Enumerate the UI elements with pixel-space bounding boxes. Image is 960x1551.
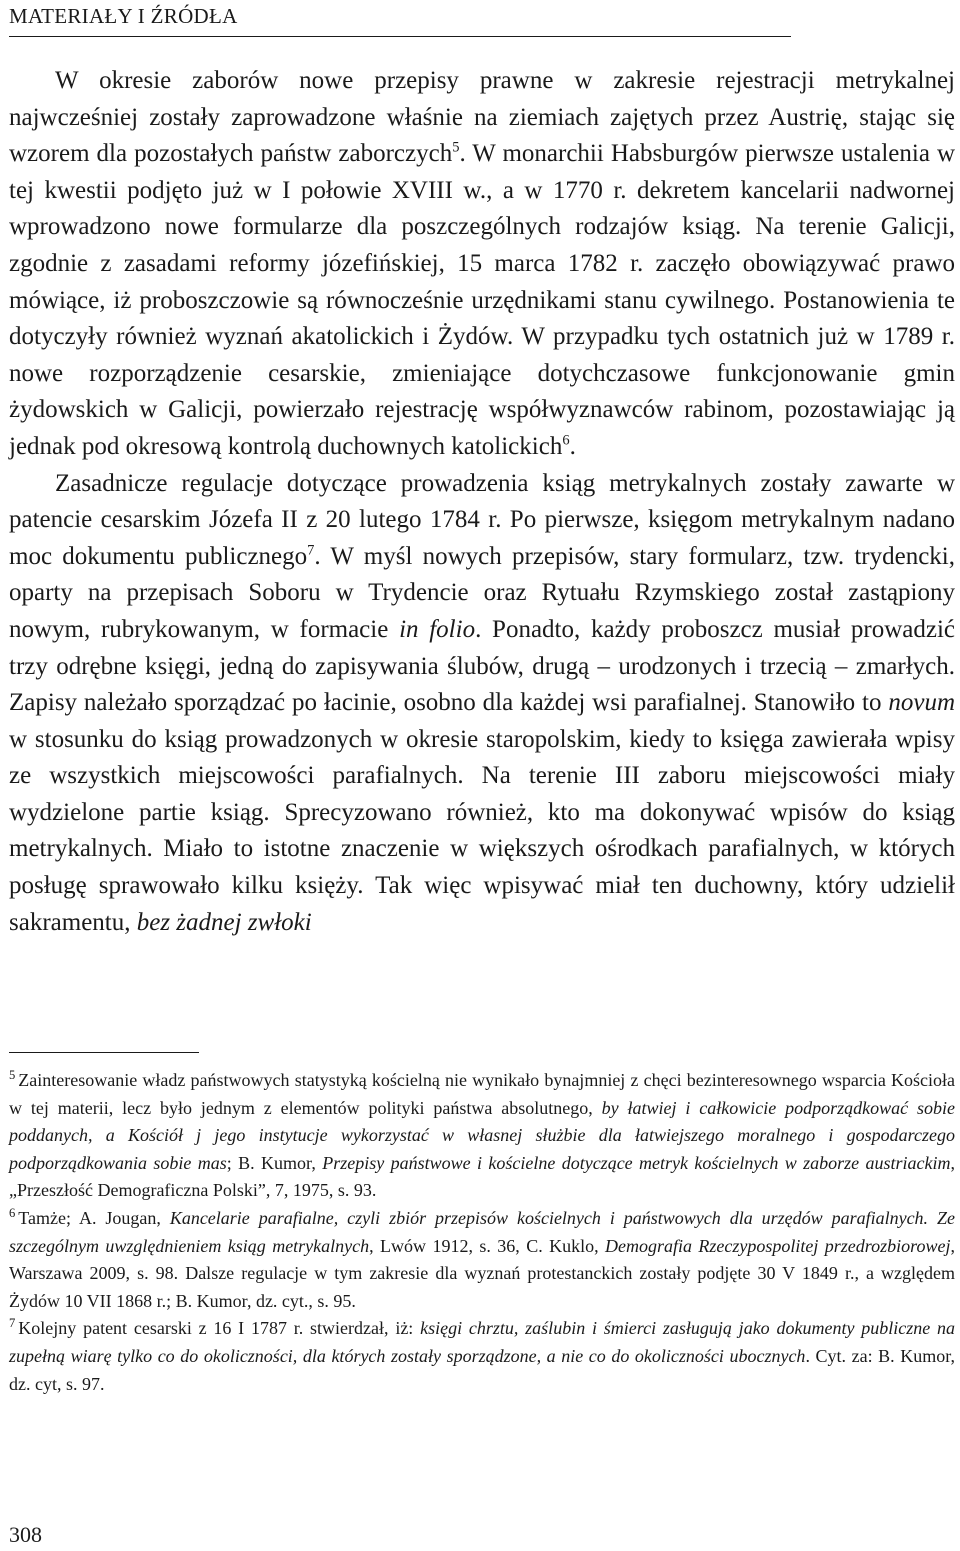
footnote-5 — [9, 1067, 955, 1205]
main-text — [9, 63, 955, 941]
footnote-italic: Demografia Rzeczypospolitej przedrozbiorowej — [605, 1235, 951, 1256]
paragraph-1 — [9, 63, 955, 466]
p1-text-a: W okresie zaborów nowe przepisy prawne w zakresie rejestracji metrykalnej najwcześniej zostały zaprowadzone właśnie na ziemiach zajętych przez Austrię, stając się wzorem dla pozostałych państw zaborczych — [9, 67, 955, 168]
footnote-text: ; B. Kumor, — [226, 1152, 323, 1173]
header-rule — [9, 36, 791, 37]
footnote-rule — [9, 1052, 199, 1053]
footnote-text: Zainteresowanie władz państwowych statystyką kościelną nie wynikało bynajmniej z chęci bezinteresownego wsparcia Kościoła w tej materii, lecz było jednym z elementów polityki państwa absolutnego, — [9, 1070, 955, 1118]
footnote-ref-5[interactable]: 5 — [452, 139, 460, 156]
footnote-ref-7[interactable]: 7 — [307, 542, 315, 559]
p2-text-d: w stosunku do ksiąg prowadzonych w okresie staropolskim, kiedy to księga zawierała wpisy ze wszystkich miejscowości parafialnych. Na terenie III zaboru miejscowości miały wydzielone partie ksiąg. Sprecyzowano również, kto ma dokonywać wpisów do ksiąg metrykalnych. Miało to istotne znaczenie w większych ośrodkach parafialnych, w których posługę sprawowało kilku księży. Tak więc wpisywać miał ten duchowny, który udzielił sakramentu, — [9, 725, 955, 936]
footnote-text: , „Przeszłość Demograficzna Polski”, 7, 1975, s. 93. — [9, 1152, 956, 1201]
footnote-text: . Cyt. za: B. Kumor, dz. cyt, s. 97. — [9, 1345, 955, 1394]
p2-text-c: . Ponadto, każdy proboszcz musiał prowadzić trzy odrębne księgi, jedną do zapisywania ślubów, drugą – urodzonych i trzecią – zmarłych. Zapisy należało sporządzać po łacinie, osobno dla każdej wsi parafialnej. Stanowiło to — [9, 615, 955, 717]
footnote-text: , Lwów 1912, s. 36, C. Kuklo, — [369, 1235, 606, 1256]
paragraph-2 — [9, 466, 955, 942]
p2-text-b: . W myśl nowych przepisów, stary formularz, tzw. trydencki, oparty na przepisach Soboru w Trydencie oraz Rytuału Rzymskiego został zastąpiony nowym, rubrykowanym, w formacie — [9, 542, 956, 643]
book-page — [9, 0, 957, 1551]
page-number: 308 — [9, 1522, 42, 1547]
footnotes — [9, 1067, 955, 1398]
p1-text-c: . — [569, 432, 576, 460]
footnote-text: Kolejny patent cesarski z 16 I 1787 r. stwierdzał, iż: — [18, 1318, 421, 1339]
p1-text-b: . W monarchii Habsburgów pierwsze ustalenia w tej kwestii podjęto już w I połowie XVIII w., a w 1770 r. dekretem kancelarii nadwornej wprowadzono nowe formularze dla poszczególnych rodzajów ksiąg. Na terenie Galicji, zgodnie z zasadami reformy józefińskiej, 15 marca 1782 r. zaczęło obowiązywać prawo mówiące, iż proboszczowie są równocześnie urzędnikami stanu cywilnego. Postanowienia te dotyczyły również wyznań akatolickich i Żydów. W przypadku tych ostatnich już w 1789 r. nowe rozporządzenie cesarskie, zmieniające dotychczasowe funkcjonowanie gmin żydowskich w Galicji, powierzało rejestrację współwyznawców rabinom, pozostawiając ją jednak pod okresową kontrolą duchownych katolickich — [9, 140, 955, 460]
footnote-number: 7 — [9, 1316, 16, 1331]
p2-text-a: Zasadnicze regulacje dotyczące prowadzenia ksiąg metrykalnych zostały zawarte w patencie cesarskim Józefa II z 20 lutego 1784 r. Po pierwsze, księgom metrykalnym nadano moc dokumentu publicznego — [9, 469, 955, 570]
footnote-text: , Warszawa 2009, s. 98. Dalsze regulacje w tym zakresie dla wyznań protestanckich zostały podjęte 30 V 1849 r., a względem Żydów 10 VII 1868 r.; B. Kumor, dz. cyt., s. 95. — [9, 1235, 955, 1311]
footnote-italic: Przepisy państwowe i kościelne dotyczące metryk kościelnych w zaborze austriackim — [322, 1152, 951, 1173]
running-head: MATERIAŁY I ŹRÓDŁA — [9, 4, 238, 28]
footnote-number: 6 — [9, 1205, 16, 1220]
footnote-number: 5 — [9, 1068, 16, 1082]
footnote-italic: księgi chrztu, zaślubin i śmierci zasługują jako dokumenty publiczne na zupełną wiarę tylko co do okoliczności, dla których zostały sporządzone, a nie co do okoliczności ubocznych — [9, 1318, 956, 1366]
p2-italic-bez-zadnej-zwloki: bez żadnej zwłoki — [136, 908, 312, 936]
p2-italic-novum: novum — [888, 689, 955, 717]
footnote-italic: by łatwiej i całkowicie podporządkować sobie poddanych, a Kościół j jego instytucje wykorzystać w własnej służbie dla łatwiejszego moralnego i gospodarczego podporządkowania sobie mas — [9, 1097, 956, 1173]
p2-italic-in-folio: in folio — [399, 615, 476, 643]
footnote-ref-6[interactable]: 6 — [562, 432, 570, 449]
footnote-italic: Kancelarie parafialne, czyli zbiór przepisów kościelnych i państwowych dla urzędów parafialnych. Ze szczególnym uwzględnieniem ksiąg metrykalnych — [9, 1207, 955, 1256]
footnote-7 — [9, 1315, 955, 1398]
footnote-text: Tamże; A. Jougan, — [18, 1207, 170, 1228]
footnote-6 — [9, 1205, 955, 1315]
